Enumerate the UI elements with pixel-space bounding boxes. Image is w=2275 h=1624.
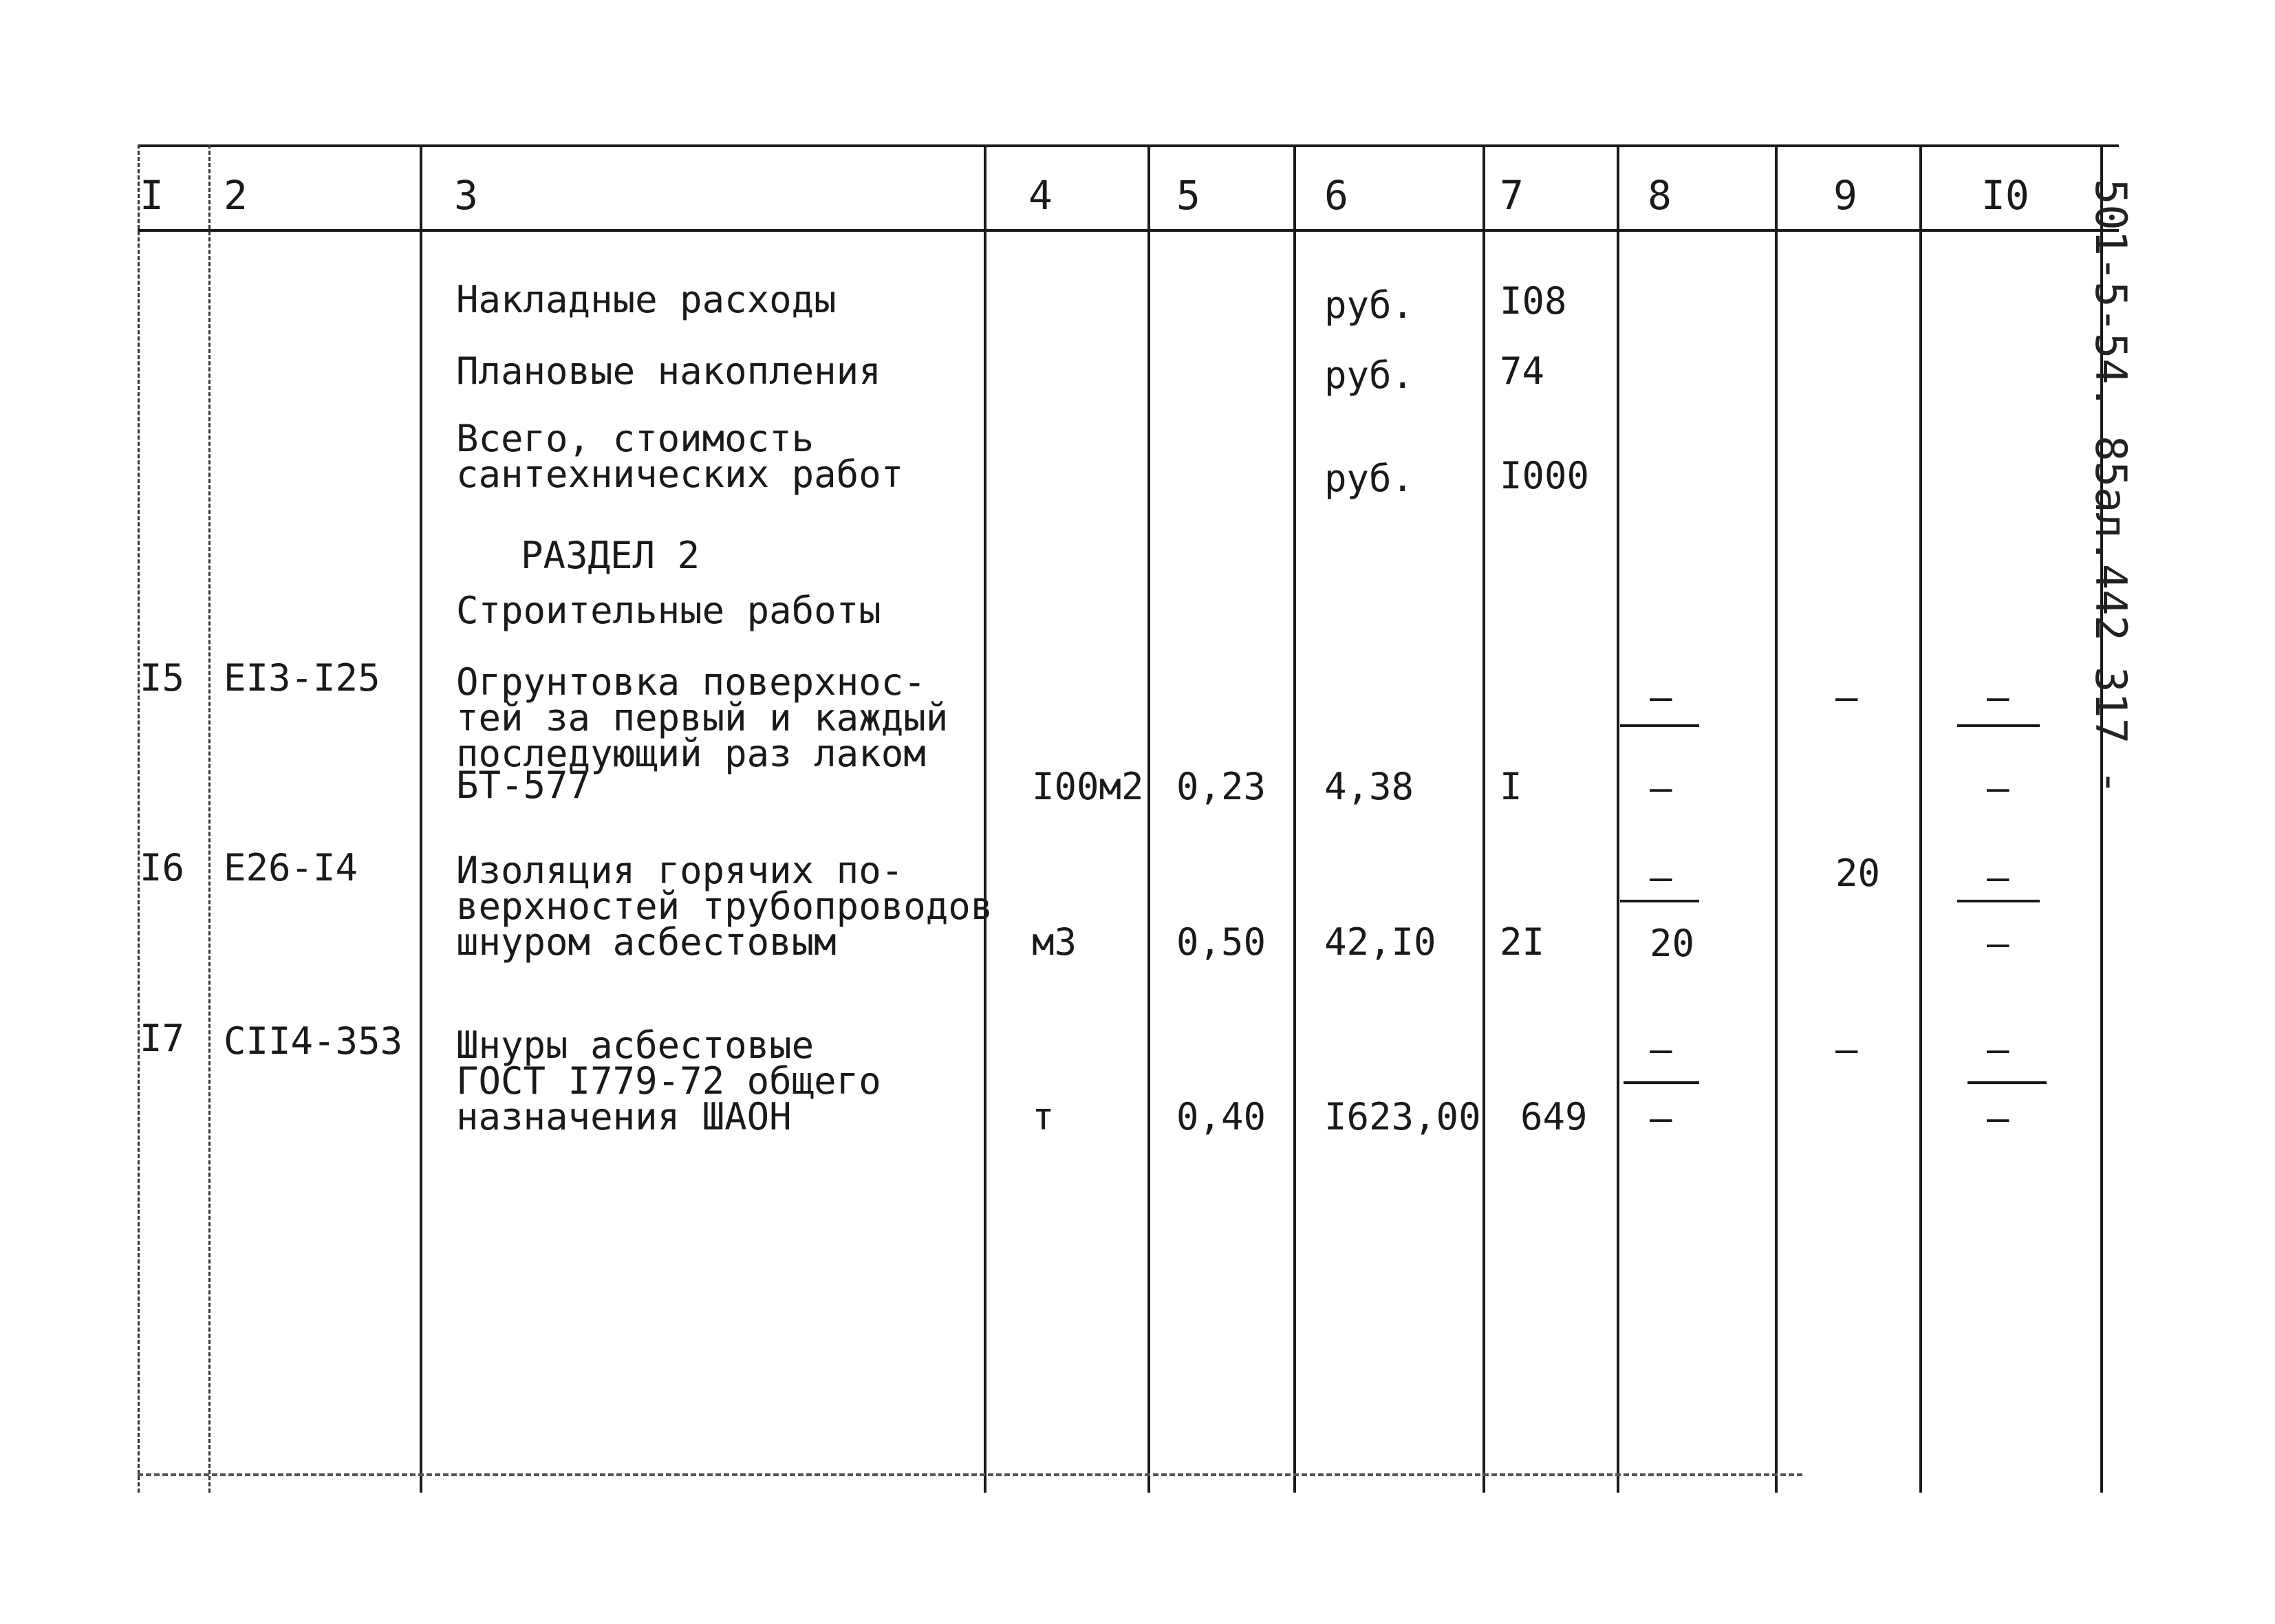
- row-17-col8-top: –: [1650, 1028, 1672, 1071]
- table-top-border: [138, 144, 2119, 147]
- header-col-8: 8: [1648, 172, 1672, 219]
- row-16-desc-line1: Изоляция горячих по-: [456, 849, 904, 892]
- table-bottom-border: [138, 1473, 1802, 1476]
- column-divider: [1919, 144, 1922, 1493]
- header-col-10: I0: [1981, 172, 2029, 219]
- row-17-col10-top: –: [1987, 1028, 2009, 1071]
- row-16-price: 42,I0: [1324, 920, 1436, 964]
- row-16-col8-bottom: 20: [1650, 922, 1695, 965]
- column-divider: [1775, 144, 1778, 1493]
- row-15-cost: I: [1500, 765, 1522, 808]
- row-16-code: E26-I4: [224, 846, 358, 889]
- summary-total-unit: руб.: [1324, 457, 1414, 500]
- row-17-desc-line3: назначения ШАОН: [456, 1095, 792, 1138]
- header-col-5: 5: [1176, 172, 1200, 219]
- row-16-col10-top: –: [1987, 856, 2009, 899]
- row-15-col10-bottom: –: [1987, 766, 2009, 810]
- row-16-col10-fraction-bar: [1957, 900, 2040, 902]
- column-divider: [1617, 144, 1619, 1493]
- row-16-col10-bottom: –: [1987, 922, 2009, 965]
- summary-planned-amount: 74: [1500, 349, 1545, 393]
- margin-document-code: 501-5-54. 85ал.442 317 -: [2086, 179, 2136, 795]
- row-17-col10-bottom: –: [1987, 1096, 2009, 1140]
- column-divider: [984, 144, 986, 1493]
- row-15-col8-fraction-bar: [1620, 724, 1699, 727]
- row-17-price: I623,00: [1324, 1095, 1481, 1138]
- row-16-col8-top: –: [1650, 856, 1672, 899]
- row-17-code: CII4-353: [224, 1019, 403, 1063]
- row-15-desc-line3: последующий раз лаком: [456, 732, 926, 775]
- header-bottom-border: [138, 229, 2119, 232]
- row-16-col8-fraction-bar: [1620, 900, 1699, 902]
- summary-planned-unit: руб.: [1324, 354, 1414, 397]
- row-15-desc-line4: БТ-577: [456, 764, 591, 807]
- row-17-number: I7: [140, 1017, 185, 1060]
- row-17-desc-line2: ГОСТ I779-72 общего: [456, 1059, 881, 1103]
- row-17-col10-fraction-bar: [1967, 1081, 2047, 1084]
- column-divider: [208, 144, 211, 1493]
- row-17-cost: 649: [1520, 1095, 1588, 1138]
- summary-planned-label: Плановые накопления: [456, 349, 881, 393]
- row-15-col8-bottom: –: [1650, 766, 1672, 810]
- section-subtitle: Строительные работы: [456, 589, 881, 632]
- row-17-qty: 0,40: [1176, 1095, 1266, 1138]
- row-15-number: I5: [140, 656, 185, 700]
- header-col-6: 6: [1324, 172, 1348, 219]
- header-col-1: I: [140, 172, 164, 219]
- row-16-number: I6: [140, 846, 185, 889]
- row-16-qty: 0,50: [1176, 920, 1266, 964]
- summary-total-label-line1: Всего, стоимость: [456, 417, 815, 460]
- row-15-price: 4,38: [1324, 765, 1414, 808]
- row-17-col8-fraction-bar: [1624, 1081, 1699, 1084]
- row-16-cost: 2I: [1500, 920, 1545, 964]
- column-divider: [138, 144, 140, 1493]
- row-16-desc-line2: верхностей трубопроводов: [456, 885, 993, 928]
- summary-total-label-line2: сантехнических работ: [456, 453, 904, 496]
- row-16-col9: 20: [1835, 852, 1881, 895]
- header-col-7: 7: [1500, 172, 1524, 219]
- row-15-col9: –: [1835, 675, 1858, 719]
- header-col-9: 9: [1833, 172, 1857, 219]
- column-divider: [420, 144, 422, 1493]
- row-15-code: EI3-I25: [224, 656, 380, 700]
- row-17-unit: т: [1032, 1095, 1055, 1138]
- column-divider: [1482, 144, 1485, 1493]
- column-divider: [1293, 144, 1296, 1493]
- header-col-4: 4: [1028, 172, 1053, 219]
- summary-total-amount: I000: [1500, 454, 1590, 497]
- row-15-unit: I00м2: [1032, 765, 1144, 808]
- summary-overhead-amount: I08: [1500, 279, 1567, 323]
- section-title: РАЗДЕЛ 2: [521, 534, 700, 577]
- row-17-col9: –: [1835, 1028, 1858, 1071]
- row-15-col10-fraction-bar: [1957, 724, 2040, 727]
- row-16-desc-line3: шнуром асбестовым: [456, 920, 837, 964]
- header-col-3: 3: [454, 172, 478, 219]
- row-17-desc-line1: Шнуры асбестовые: [456, 1024, 815, 1067]
- column-divider: [1147, 144, 1150, 1493]
- row-15-col10-top: –: [1987, 675, 2009, 719]
- row-17-col8-bottom: –: [1650, 1096, 1672, 1140]
- row-15-desc-line2: тей за первый и каждый: [456, 696, 949, 739]
- row-15-qty: 0,23: [1176, 765, 1266, 808]
- summary-overhead-label: Накладные расходы: [456, 278, 837, 321]
- summary-overhead-unit: руб.: [1324, 283, 1414, 327]
- row-15-desc-line1: Огрунтовка поверхнос-: [456, 660, 926, 704]
- header-col-2: 2: [224, 172, 248, 219]
- row-15-col8-top: –: [1650, 675, 1672, 719]
- row-16-unit: м3: [1032, 920, 1077, 964]
